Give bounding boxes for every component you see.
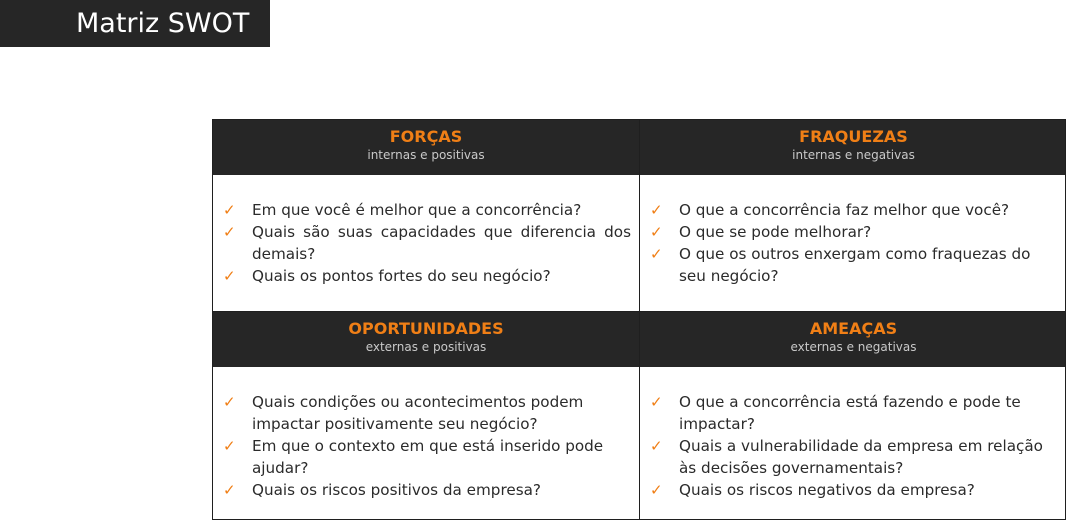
- checkmark-icon: ✓: [650, 223, 663, 241]
- list-item: [650, 435, 1059, 479]
- checkmark-icon: ✓: [223, 201, 236, 219]
- strengths-header: [213, 120, 640, 175]
- list-item: [650, 199, 1059, 221]
- list-item: [223, 265, 631, 287]
- checkmark-icon: ✓: [223, 223, 236, 241]
- strengths-item-text: Quais os pontos fortes do seu negócio?: [252, 267, 551, 285]
- checkmark-icon: ✓: [223, 437, 236, 455]
- weaknesses-subtitle: internas e negativas: [792, 148, 915, 162]
- checkmark-icon: ✓: [650, 201, 663, 219]
- opportunities-subtitle: externas e positivas: [365, 340, 487, 354]
- opportunities-item-text: Em que o contexto em que está inserido pode ajudar?: [252, 437, 604, 477]
- weaknesses-list: [650, 199, 1059, 287]
- checkmark-icon: ✓: [223, 267, 236, 285]
- threats-header: [640, 312, 1066, 367]
- threats-body: [640, 367, 1066, 520]
- strengths-item-text: Quais são suas capacidades que diferencia dos demais?: [252, 223, 631, 263]
- opportunities-item-text: Quais os riscos positivos da empresa?: [252, 481, 541, 499]
- weaknesses-body: [640, 175, 1066, 312]
- threats-item-text: Quais a vulnerabilidade da empresa em relação às decisões governamentais?: [679, 437, 1043, 477]
- swot-matrix: [212, 119, 1066, 520]
- checkmark-icon: ✓: [650, 245, 663, 263]
- strengths-subtitle: internas e positivas: [367, 148, 485, 162]
- strengths-item-text: Em que você é melhor que a concorrência?: [252, 201, 582, 219]
- checkmark-icon: ✓: [650, 481, 663, 499]
- strengths-body: [213, 175, 640, 312]
- opportunities-header: [213, 312, 640, 367]
- list-item: [650, 391, 1059, 435]
- list-item: [650, 479, 1059, 501]
- list-item: [650, 243, 1059, 287]
- strengths-list: [223, 199, 631, 287]
- list-item: [223, 391, 631, 435]
- opportunities-body: [213, 367, 640, 520]
- page-title: Matriz SWOT: [0, 0, 270, 47]
- threats-title: AMEAÇAS: [809, 319, 898, 338]
- list-item: [650, 221, 1059, 243]
- opportunities-title: OPORTUNIDADES: [348, 319, 504, 338]
- list-item: [223, 199, 631, 221]
- weaknesses-header: [640, 120, 1066, 175]
- weaknesses-item-text: O que se pode melhorar?: [679, 223, 872, 241]
- list-item: [223, 435, 631, 479]
- weaknesses-item-text: O que os outros enxergam como fraquezas do seu negócio?: [679, 245, 1031, 285]
- threats-subtitle: externas e negativas: [790, 340, 917, 354]
- checkmark-icon: ✓: [650, 437, 663, 455]
- weaknesses-title: FRAQUEZAS: [799, 127, 908, 146]
- threats-item-text: O que a concorrência está fazendo e pode te impactar?: [679, 393, 1021, 433]
- checkmark-icon: ✓: [223, 481, 236, 499]
- threats-list: [650, 391, 1059, 501]
- threats-item-text: Quais os riscos negativos da empresa?: [679, 481, 975, 499]
- opportunities-item-text: Quais condições ou acontecimentos podem impactar positivamente seu negócio?: [252, 393, 584, 433]
- weaknesses-item-text: O que a concorrência faz melhor que você?: [679, 201, 1010, 219]
- list-item: [223, 221, 631, 265]
- checkmark-icon: ✓: [650, 393, 663, 411]
- strengths-title: FORÇAS: [389, 127, 463, 146]
- checkmark-icon: ✓: [223, 393, 236, 411]
- opportunities-list: [223, 391, 631, 501]
- list-item: [223, 479, 631, 501]
